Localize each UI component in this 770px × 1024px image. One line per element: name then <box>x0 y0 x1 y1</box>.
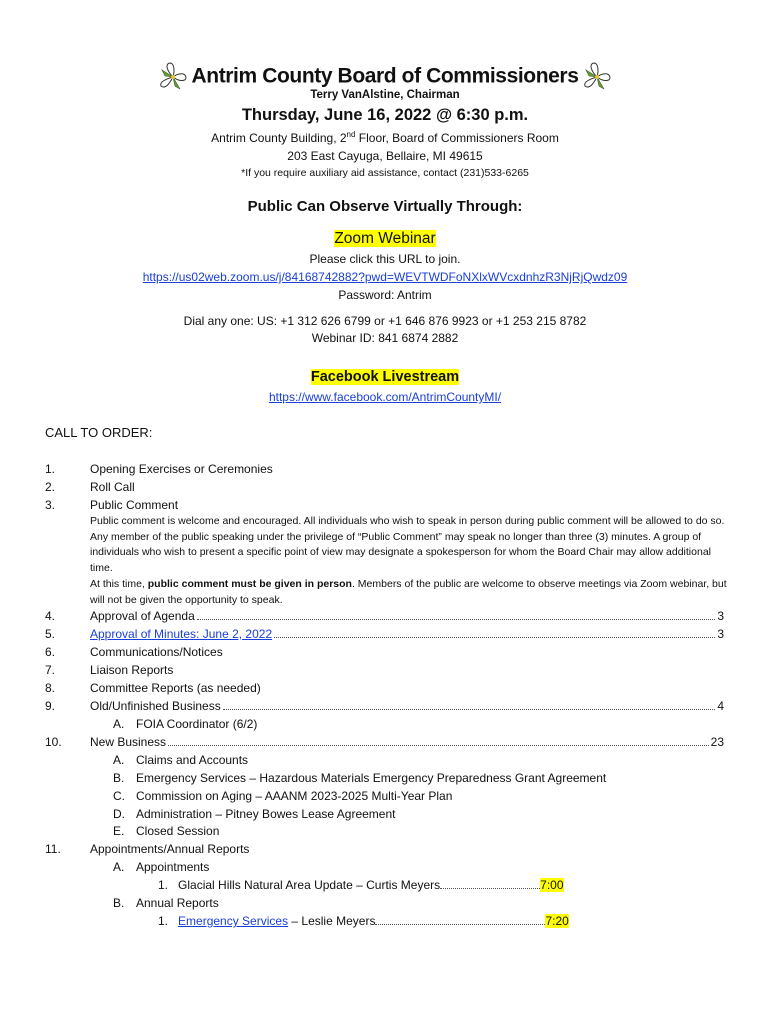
sub-item-label: Commission on Aging – AAANM 2023-2025 Multi-Year Plan <box>136 789 453 803</box>
sub-item-letter: B. <box>113 896 125 910</box>
zoom-url-link[interactable]: https://us02web.zoom.us/j/84168742882?pwd=WEVTWDFoNXlxWVcxdnhzR3NjRjQwdz09 <box>142 270 628 284</box>
facebook-link-row <box>0 390 770 404</box>
chairman: Terry VanAlstine, Chairman <box>310 89 460 101</box>
dot-leader <box>440 878 540 889</box>
emergency-services-link[interactable]: Emergency Services <box>178 914 289 928</box>
sub-item-letter: A. <box>113 860 125 874</box>
public-comment-notice: At this time, public comment must be given in person. Members of the public are welcome to observe meetings via Zoom webinar, but will not be given the opportunity to speak. <box>90 578 727 606</box>
item-number: 2. <box>45 480 56 494</box>
sub-item-letter: D. <box>113 807 125 821</box>
item-number: 9. <box>45 699 56 713</box>
meeting-date: Thursday, June 16, 2022 @ 6:30 p.m. <box>241 106 529 124</box>
item-label: Committee Reports (as needed) <box>90 681 261 695</box>
minutes-link[interactable]: Approval of Minutes: June 2, 2022 <box>90 627 273 641</box>
report-time: 7:20 <box>545 914 569 928</box>
sub-item-label: Claims and Accounts <box>136 753 249 767</box>
agenda-item-row <box>90 625 724 643</box>
title-text: Antrim County Board of Commissioners <box>191 64 579 88</box>
item-number: 7. <box>45 663 56 677</box>
item-label: Old/Unfinished Business <box>90 699 221 713</box>
call-to-order-heading: CALL TO ORDER: <box>45 425 153 440</box>
sub-item-letter: E. <box>113 824 125 838</box>
sub-item-letter: B. <box>113 771 125 785</box>
item-label: Approval of Agenda <box>90 609 195 623</box>
building-address: Antrim County Building, 2nd Floor, Board of Commissioners Room <box>211 130 559 145</box>
observe-heading: Public Can Observe Virtually Through: <box>247 198 523 215</box>
item-label: Roll Call <box>90 480 135 494</box>
sub-item-letter: C. <box>113 789 125 803</box>
item-number: 8. <box>45 681 56 695</box>
appointment-time: 7:00 <box>540 878 564 892</box>
click-instruction: Please click this URL to join. <box>309 252 461 266</box>
dot-leader <box>168 744 709 746</box>
facebook-livestream-label: Facebook Livestream <box>310 369 460 385</box>
sub-item-label: FOIA Coordinator (6/2) <box>136 717 258 731</box>
public-comment-paragraph: Public comment is welcome and encouraged. All individuals who wish to speak in person during public comment will be allowed to do so. Any member of the public speaking under the privilege of “Public Comment” may speak no longer than three (3) minutes. A group of individuals who wish to present a specific point of view may designate a spokesperson for whom the Board Chair may allow additional time. <box>90 515 725 575</box>
item-label: Liaison Reports <box>90 663 174 677</box>
facebook-url-link[interactable]: https://www.facebook.com/AntrimCountyMI/ <box>268 390 502 404</box>
item-label: New Business <box>90 735 167 749</box>
webinar-id: Webinar ID: 841 6874 2882 <box>311 331 459 345</box>
agenda-item-row <box>90 733 724 751</box>
item-number: 4. <box>45 609 56 623</box>
item-number: 6. <box>45 645 56 659</box>
page-number: 4 <box>717 699 724 713</box>
dial-numbers: Dial any one: US: +1 312 626 6799 or +1 646 876 9923 or +1 253 215 8782 <box>183 314 587 328</box>
dot-leader <box>375 914 545 925</box>
item-label: Public Comment <box>90 498 179 512</box>
sub-item-letter: A. <box>113 753 125 767</box>
dot-leader <box>274 636 715 638</box>
item-label: Opening Exercises or Ceremonies <box>90 462 273 476</box>
item-number: 11. <box>45 842 61 856</box>
item-number: 1. <box>45 462 56 476</box>
sub-item-label: Annual Reports <box>136 896 219 910</box>
sub-item-label: Administration – Pitney Bowes Lease Agreement <box>136 807 396 821</box>
item-number: 10. <box>45 735 62 749</box>
street-address: 203 East Cayuga, Bellaire, MI 49615 <box>287 149 483 163</box>
zoom-webinar-label: Zoom Webinar <box>334 230 436 247</box>
appointment-row: 1. Glacial Hills Natural Area Update – Curtis Meyers 7:00 <box>158 878 564 892</box>
zoom-link-row <box>0 270 770 284</box>
dot-leader <box>197 618 716 620</box>
sub-item-label: Appointments <box>136 860 210 874</box>
dot-leader <box>223 708 716 710</box>
annual-report-row: 1. Emergency Services – Leslie Meyers 7:20 <box>158 914 569 928</box>
zoom-password: Password: Antrim <box>338 288 432 302</box>
page-number: 3 <box>717 627 724 641</box>
item-label: Communications/Notices <box>90 645 223 659</box>
sub-item-label: Closed Session <box>136 824 220 838</box>
page-number: 3 <box>717 609 724 623</box>
agenda-item-row <box>90 607 724 625</box>
sub-item-letter: A. <box>113 717 125 731</box>
assistance-note: *If you require auxiliary aid assistance, contact (231)533-6265 <box>241 167 529 179</box>
item-label: Appointments/Annual Reports <box>90 842 250 856</box>
agenda-item-row <box>90 697 724 715</box>
sub-item-label: Emergency Services – Hazardous Materials Emergency Preparedness Grant Agreement <box>136 771 607 785</box>
page-number: 23 <box>710 735 724 749</box>
item-number: 5. <box>45 627 56 641</box>
item-number: 3. <box>45 498 56 512</box>
